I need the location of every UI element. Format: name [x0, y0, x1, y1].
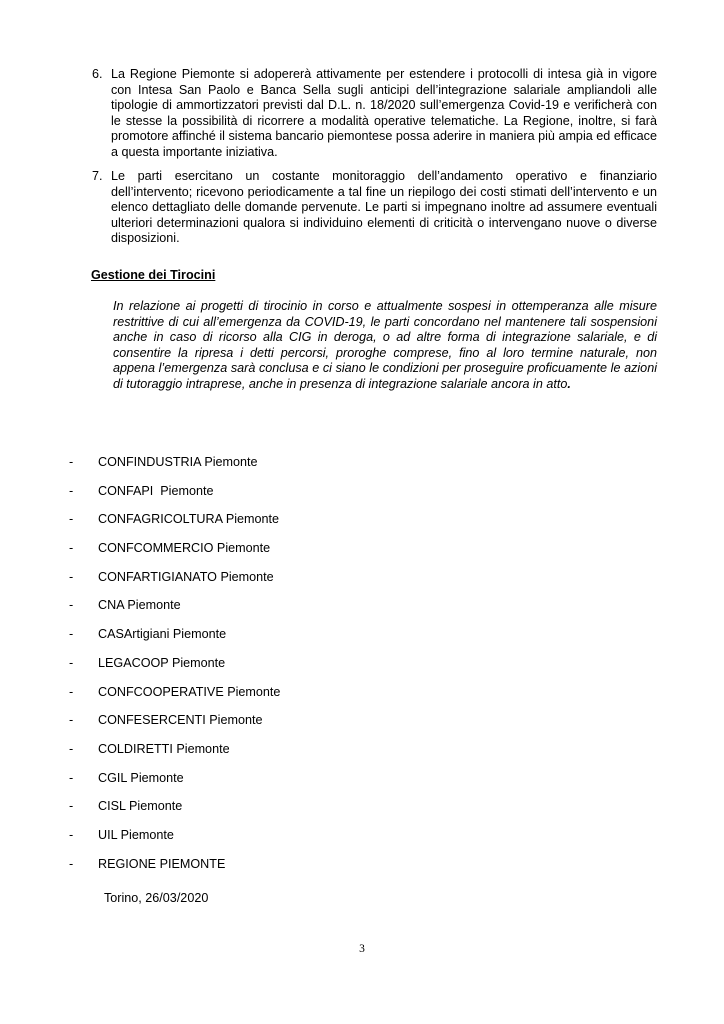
signatory-item — [69, 684, 280, 713]
signatory-item — [69, 483, 280, 512]
signatory-name: CONFARTIGIANATO Piemonte — [98, 569, 274, 584]
signatory-name: CONFCOMMERCIO Piemonte — [98, 541, 271, 556]
bullet-dash: - — [69, 713, 74, 728]
signatory-name: CONFESERCENTI Piemonte — [98, 713, 263, 728]
signatory-item — [69, 511, 280, 540]
place-date: Torino, 26/03/2020 — [104, 891, 209, 905]
bullet-dash: - — [69, 856, 74, 871]
signatory-name: CISL Piemonte — [98, 799, 183, 814]
signatory-item — [69, 569, 280, 598]
bullet-dash: - — [69, 799, 74, 814]
signatory-item — [69, 655, 280, 684]
section-body-tail: . — [567, 376, 571, 391]
section-body-text: In relazione ai progetti di tirocinio in corso e attualmente sospesi in ottemperanza alle misure restrittive di cui all’emergenza da COVID-19, le parti concordano nel mantenere tali sospensioni anche in caso di ricorso alla CIG in deroga, o ad altre forma di integrazione salariale, e di consentire la ripresa i detti percorsi, proroghe comprese, fino al loro termine naturale, non appena l’emergenza sarà conclusa e ci siano le condizioni per proseguire proficuamente le azioni di tutoraggio intraprese, anche in presenza di integrazione salariale ancora in atto — [113, 299, 657, 391]
list-item — [92, 67, 657, 161]
signatory-item — [69, 798, 280, 827]
signatory-item — [69, 770, 280, 799]
bullet-dash: - — [69, 512, 74, 527]
item-text: La Regione Piemonte si adopererà attivamente per estendere i protocolli di intesa già in vigore con Intesa San Paolo e Banca Sella sugli anticipi dell’integrazione salariale ampliandoli alle tipologie di ammortizzatori previsti dal D.L. n. 18/2020 sull’emergenza Covid-19 e verificherà con le stesse la possibilità di ricorrere a modalità operative telematiche. La Regione, inoltre, si farà promotore affinché il sistema bancario piemontese possa aderire in maniera più ampia ed efficace a questa importante iniziativa. — [111, 67, 657, 159]
signatory-name: CONFCOOPERATIVE Piemonte — [98, 684, 281, 699]
section-title: Gestione dei Tirocini — [91, 268, 216, 282]
numbered-list-item-7 — [92, 169, 657, 247]
page-number: 3 — [359, 943, 365, 955]
signatory-name: CONFINDUSTRIA Piemonte — [98, 455, 258, 469]
signatory-item — [69, 454, 280, 483]
signatory-item — [69, 856, 280, 885]
signatory-item — [69, 741, 280, 770]
numbered-list-item-6 — [92, 67, 657, 161]
bullet-dash: - — [69, 655, 74, 670]
signatory-item — [69, 626, 280, 655]
signatory-name: CONFAGRICOLTURA Piemonte — [98, 512, 280, 527]
signatory-name: CGIL Piemonte — [98, 770, 184, 785]
bullet-dash: - — [69, 598, 74, 613]
bullet-dash: - — [69, 827, 74, 842]
signatory-name: COLDIRETTI Piemonte — [98, 741, 230, 756]
signatory-item — [69, 827, 280, 856]
signatory-name: UIL Piemonte — [98, 827, 174, 842]
item-number: 7. — [92, 169, 103, 183]
bullet-dash: - — [69, 684, 74, 699]
signatory-name: REGIONE PIEMONTE — [98, 856, 226, 871]
bullet-dash: - — [69, 569, 74, 584]
bullet-dash: - — [69, 770, 74, 785]
signatory-list — [69, 454, 280, 884]
signatory-item — [69, 712, 280, 741]
bullet-dash: - — [69, 741, 74, 756]
bullet-dash: - — [69, 483, 74, 498]
signatory-name: CASArtigiani Piemonte — [98, 627, 227, 642]
item-number: 6. — [92, 67, 103, 81]
bullet-dash: - — [69, 455, 74, 469]
bullet-dash: - — [69, 627, 74, 642]
signatory-name: CONFAPI Piemonte — [98, 483, 214, 498]
signatory-item — [69, 540, 280, 569]
signatory-item — [69, 597, 280, 626]
list-item — [92, 169, 657, 247]
item-text: Le parti esercitano un costante monitoraggio dell’andamento operativo e finanziario dell’intervento; ricevono periodicamente a tal fine un riepilogo dei costi stimati dell’intervento e un elenco dettagliato delle domande pervenute. Le parti si impegnano inoltre ad assumere eventuali ulteriori determinazioni qualora si individuino elementi di criticità o intervengano nuove o diverse disposizioni. — [111, 169, 657, 246]
signatory-name: CNA Piemonte — [98, 598, 181, 613]
section-body — [113, 299, 657, 393]
bullet-dash: - — [69, 541, 74, 556]
signatory-name: LEGACOOP Piemonte — [98, 655, 226, 670]
